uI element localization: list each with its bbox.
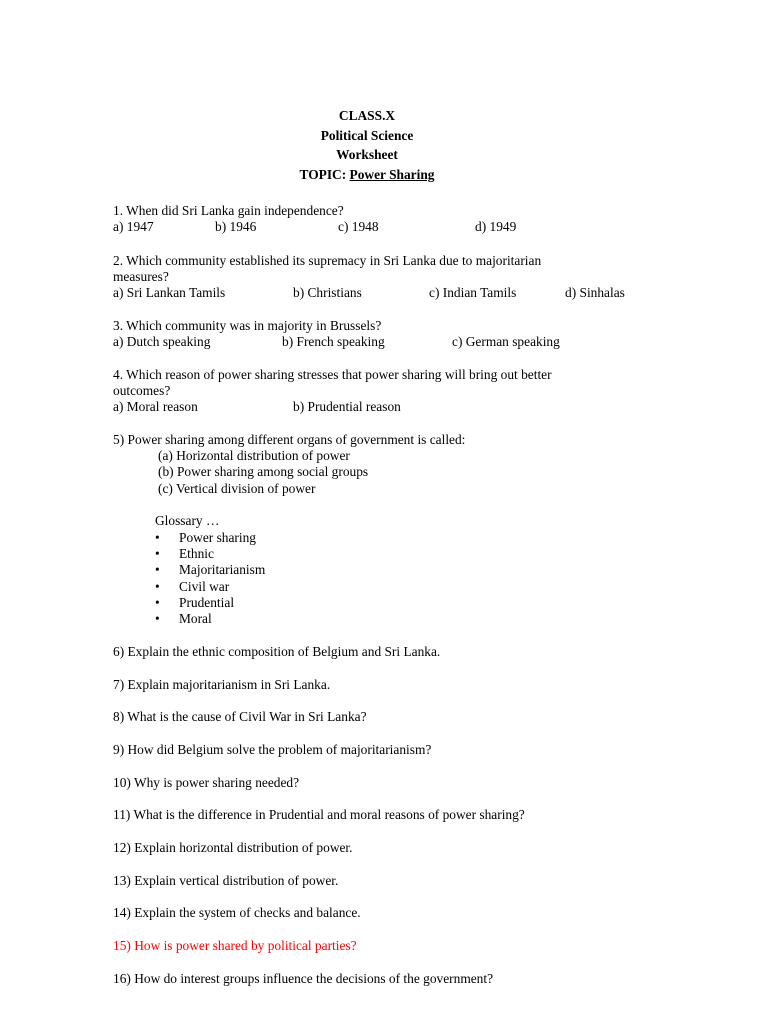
q1-option-b: b) 1946 [215, 219, 257, 234]
q4-option-b: b) Prudential reason [293, 399, 401, 414]
q3-option-b: b) French speaking [282, 334, 385, 349]
glossary-bullet: • [155, 611, 160, 626]
q5-option-c: (c) Vertical division of power [158, 481, 316, 496]
glossary-item: Ethnic [179, 546, 214, 561]
q3-option-c: c) German speaking [452, 334, 560, 349]
worksheet-heading: Worksheet [336, 147, 398, 162]
glossary-item: Prudential [179, 595, 235, 610]
q2-option-d: d) Sinhalas [565, 285, 625, 300]
glossary-item: Moral [179, 611, 212, 626]
class-heading: CLASS.X [338, 108, 396, 123]
topic-label: TOPIC: [299, 167, 347, 182]
question-4-line2: outcomes? [113, 383, 171, 398]
glossary-item: Power sharing [179, 530, 256, 545]
question-13: 13) Explain vertical distribution of power. [113, 873, 339, 888]
question-14: 14) Explain the system of checks and balance. [113, 905, 361, 920]
q1-option-c: c) 1948 [338, 219, 379, 234]
question-2-line2: measures? [113, 269, 169, 284]
glossary-bullet: • [155, 546, 160, 561]
question-15: 15) How is power shared by political parties? [113, 938, 357, 953]
question-5: 5) Power sharing among different organs of government is called: [113, 432, 466, 447]
glossary-bullet: • [155, 579, 160, 594]
q3-option-a: a) Dutch speaking [113, 334, 211, 349]
question-4-line1: 4. Which reason of power sharing stresses that power sharing will bring out better [113, 367, 552, 382]
question-11: 11) What is the difference in Prudential and moral reasons of power sharing? [113, 807, 525, 822]
q4-option-a: a) Moral reason [113, 399, 198, 414]
glossary-item: Majoritarianism [179, 562, 266, 577]
q2-option-b: b) Christians [293, 285, 362, 300]
topic-heading [0, 167, 734, 183]
question-2-line1: 2. Which community established its supremacy in Sri Lanka due to majoritarian [113, 253, 542, 268]
question-10: 10) Why is power sharing needed? [113, 775, 300, 790]
glossary-item: Civil war [179, 579, 230, 594]
q1-option-a: a) 1947 [113, 219, 154, 234]
q2-option-c: c) Indian Tamils [429, 285, 517, 300]
subject-heading: Political Science [320, 128, 414, 143]
q5-option-a: (a) Horizontal distribution of power [158, 448, 350, 463]
question-12: 12) Explain horizontal distribution of power. [113, 840, 353, 855]
question-8: 8) What is the cause of Civil War in Sri Lanka? [113, 709, 367, 724]
question-3: 3. Which community was in majority in Brussels? [113, 318, 382, 333]
q2-option-a: a) Sri Lankan Tamils [113, 285, 226, 300]
question-9: 9) How did Belgium solve the problem of majoritarianism? [113, 742, 432, 757]
question-7: 7) Explain majoritarianism in Sri Lanka. [113, 677, 331, 692]
topic-title: Power Sharing [349, 167, 435, 182]
glossary-bullet: • [155, 562, 160, 577]
question-6: 6) Explain the ethnic composition of Belgium and Sri Lanka. [113, 644, 441, 659]
question-1: 1. When did Sri Lanka gain independence? [113, 203, 344, 218]
glossary-bullet: • [155, 595, 160, 610]
q5-option-b: (b) Power sharing among social groups [158, 464, 369, 479]
glossary-title: Glossary … [155, 513, 220, 528]
q1-option-d: d) 1949 [475, 219, 517, 234]
glossary-bullet: • [155, 530, 160, 545]
question-16: 16) How do interest groups influence the decisions of the government? [113, 971, 494, 986]
